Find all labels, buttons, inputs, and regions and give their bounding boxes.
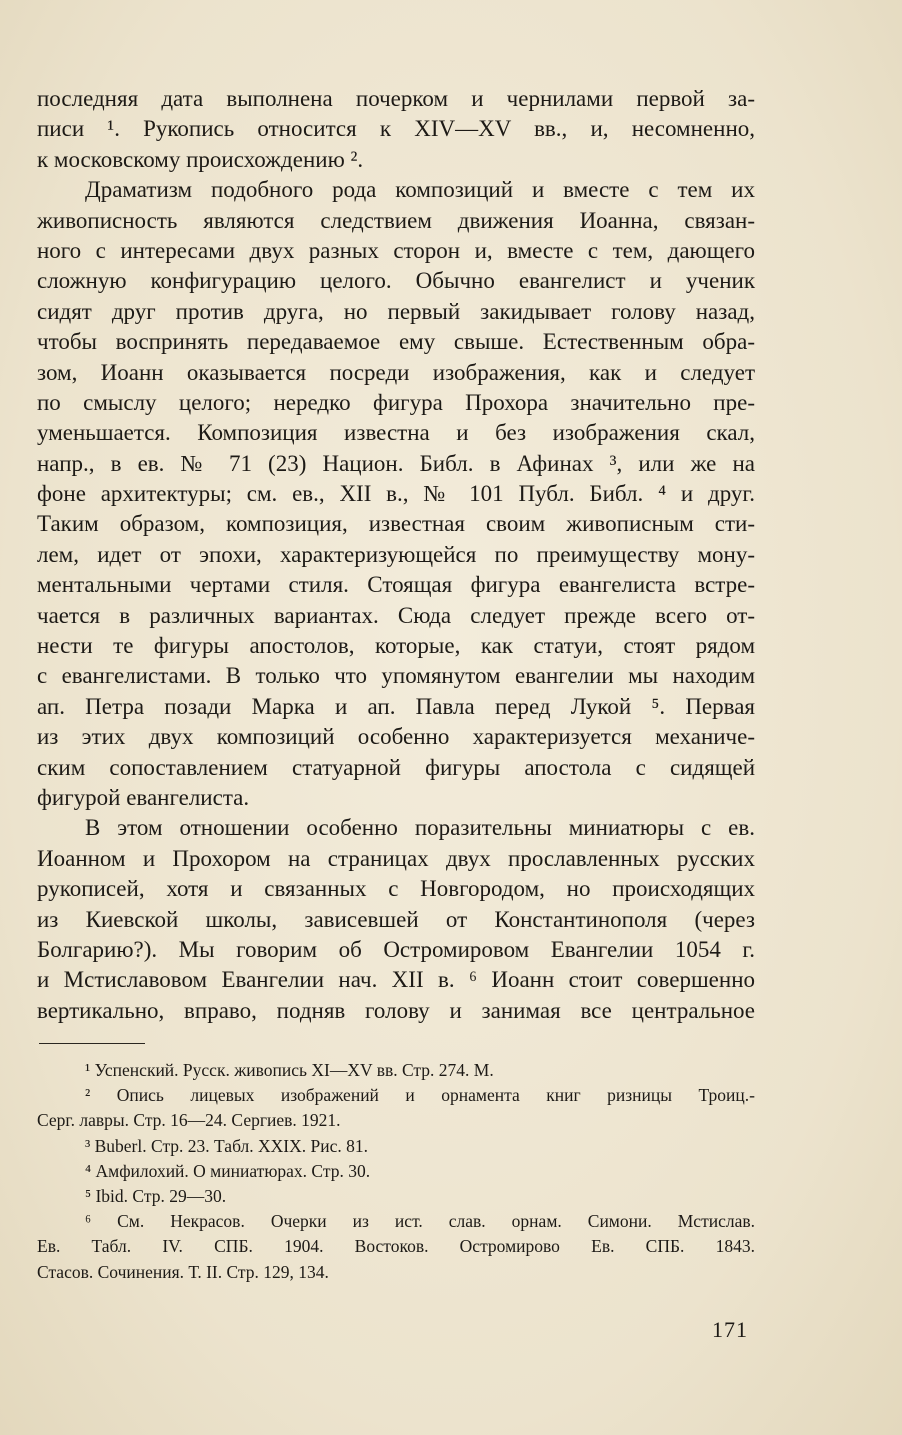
- text-line: лем, идет от эпохи, характеризующейся по преимуществу мону-: [37, 541, 755, 567]
- footnote-divider: [39, 1043, 145, 1044]
- text-line: ментальными чертами стиля. Стоящая фигура евангелиста встре-: [37, 572, 755, 598]
- text-line: фоне архитектуры; см. ев., XII в., № 101 Публ. Библ. ⁴ и друг.: [37, 481, 755, 507]
- text-line: Иоанном и Прохором на страницах двух прославленных русских: [37, 845, 755, 871]
- text-line: зом, Иоанн оказывается посреди изображения, как и следует: [37, 359, 755, 385]
- text-line: сидят друг против друга, но первый закидывает голову назад,: [37, 298, 755, 324]
- text-line: писи ¹. Рукопись относится к XIV—XV вв., и, несомненно,: [37, 116, 755, 142]
- footnote-line: ⁶ См. Некрасов. Очерки из ист. слав. орнам. Симони. Мстислав.: [85, 1211, 755, 1232]
- text-line: по смыслу целого; нередко фигура Прохора значительно пре-: [37, 389, 755, 415]
- text-line: Таким образом, композиция, известная своим живописным сти-: [37, 511, 755, 537]
- main-text: [37, 84, 755, 1026]
- footnote-line: ² Опись лицевых изображений и орнамента книг ризницы Троиц.-: [85, 1085, 755, 1106]
- footnote-line: ³ Buberl. Стр. 23. Табл. XXIX. Рис. 81.: [85, 1135, 369, 1156]
- text-line: Драматизм подобного рода композиций и вместе с тем их: [85, 177, 755, 203]
- text-line: чается в различных вариантах. Сюда следует прежде всего от-: [37, 602, 755, 628]
- text-line: чтобы воспринять передаваемое ему свыше. Естественным обра-: [37, 329, 755, 355]
- text-line: к московскому происхождению ².: [37, 146, 364, 172]
- text-line: уменьшается. Композиция известна и без изображения скал,: [37, 420, 755, 446]
- text-line: ного с интересами двух разных сторон и, вместе с тем, дающего: [37, 237, 755, 263]
- text-line: последняя дата выполнена почерком и чернилами первой за-: [37, 86, 755, 111]
- text-line: из Киевской школы, зависевшей от Константинополя (через: [37, 906, 755, 932]
- text-line: и Мстиславовом Евангелии нач. XII в. ⁶ Иоанн стоит совершенно: [37, 967, 755, 993]
- text-line: В этом отношении особенно поразительны миниатюры с ев.: [85, 815, 755, 841]
- text-line: с евангелистами. В только что упомянутом евангелии мы находим: [37, 663, 755, 689]
- text-line: живописность являются следствием движения Иоанна, связан-: [37, 207, 755, 233]
- footnote-line: ¹ Успенский. Русск. живопись XI—XV вв. Стр. 274. М.: [85, 1060, 494, 1080]
- text-line: нести те фигуры апостолов, которые, как статуи, стоят рядом: [37, 633, 755, 659]
- text-line: из этих двух композиций особенно характеризуется механиче-: [37, 724, 755, 750]
- footnote-line: ⁴ Амфилохий. О миниатюрах. Стр. 30.: [85, 1160, 371, 1181]
- text-line: рукописей, хотя и связанных с Новгородом, но происходящих: [37, 876, 755, 902]
- page-number: 171: [712, 1317, 748, 1342]
- footnote-line: Ев. Табл. IV. СПБ. 1904. Востоков. Остромирово Ев. СПБ. 1843.: [37, 1236, 755, 1257]
- footnotes: [37, 1058, 755, 1285]
- footnote-line: Стасов. Сочинения. Т. II. Стр. 129, 134.: [37, 1261, 329, 1282]
- text-line: напр., в ев. № 71 (23) Национ. Библ. в Афинах ³, или же на: [37, 450, 755, 476]
- text-line: фигурой евангелиста.: [37, 784, 250, 810]
- text-line: Болгарию?). Мы говорим об Остромировом Евангелии 1054 г.: [37, 936, 755, 962]
- footnote-line: ⁵ Ibid. Стр. 29—30.: [85, 1185, 227, 1206]
- text-line: ским сопоставлением статуарной фигуры апостола с сидящей: [37, 754, 755, 780]
- text-line: ап. Петра позади Марка и ап. Павла перед Лукой ⁵. Первая: [37, 693, 755, 719]
- text-line: вертикально, вправо, подняв голову и занимая все центральное: [37, 997, 755, 1023]
- text-line: сложную конфигурацию целого. Обычно евангелист и ученик: [37, 268, 755, 294]
- footnote-line: Серг. лавры. Стр. 16—24. Сергиев. 1921.: [37, 1110, 341, 1131]
